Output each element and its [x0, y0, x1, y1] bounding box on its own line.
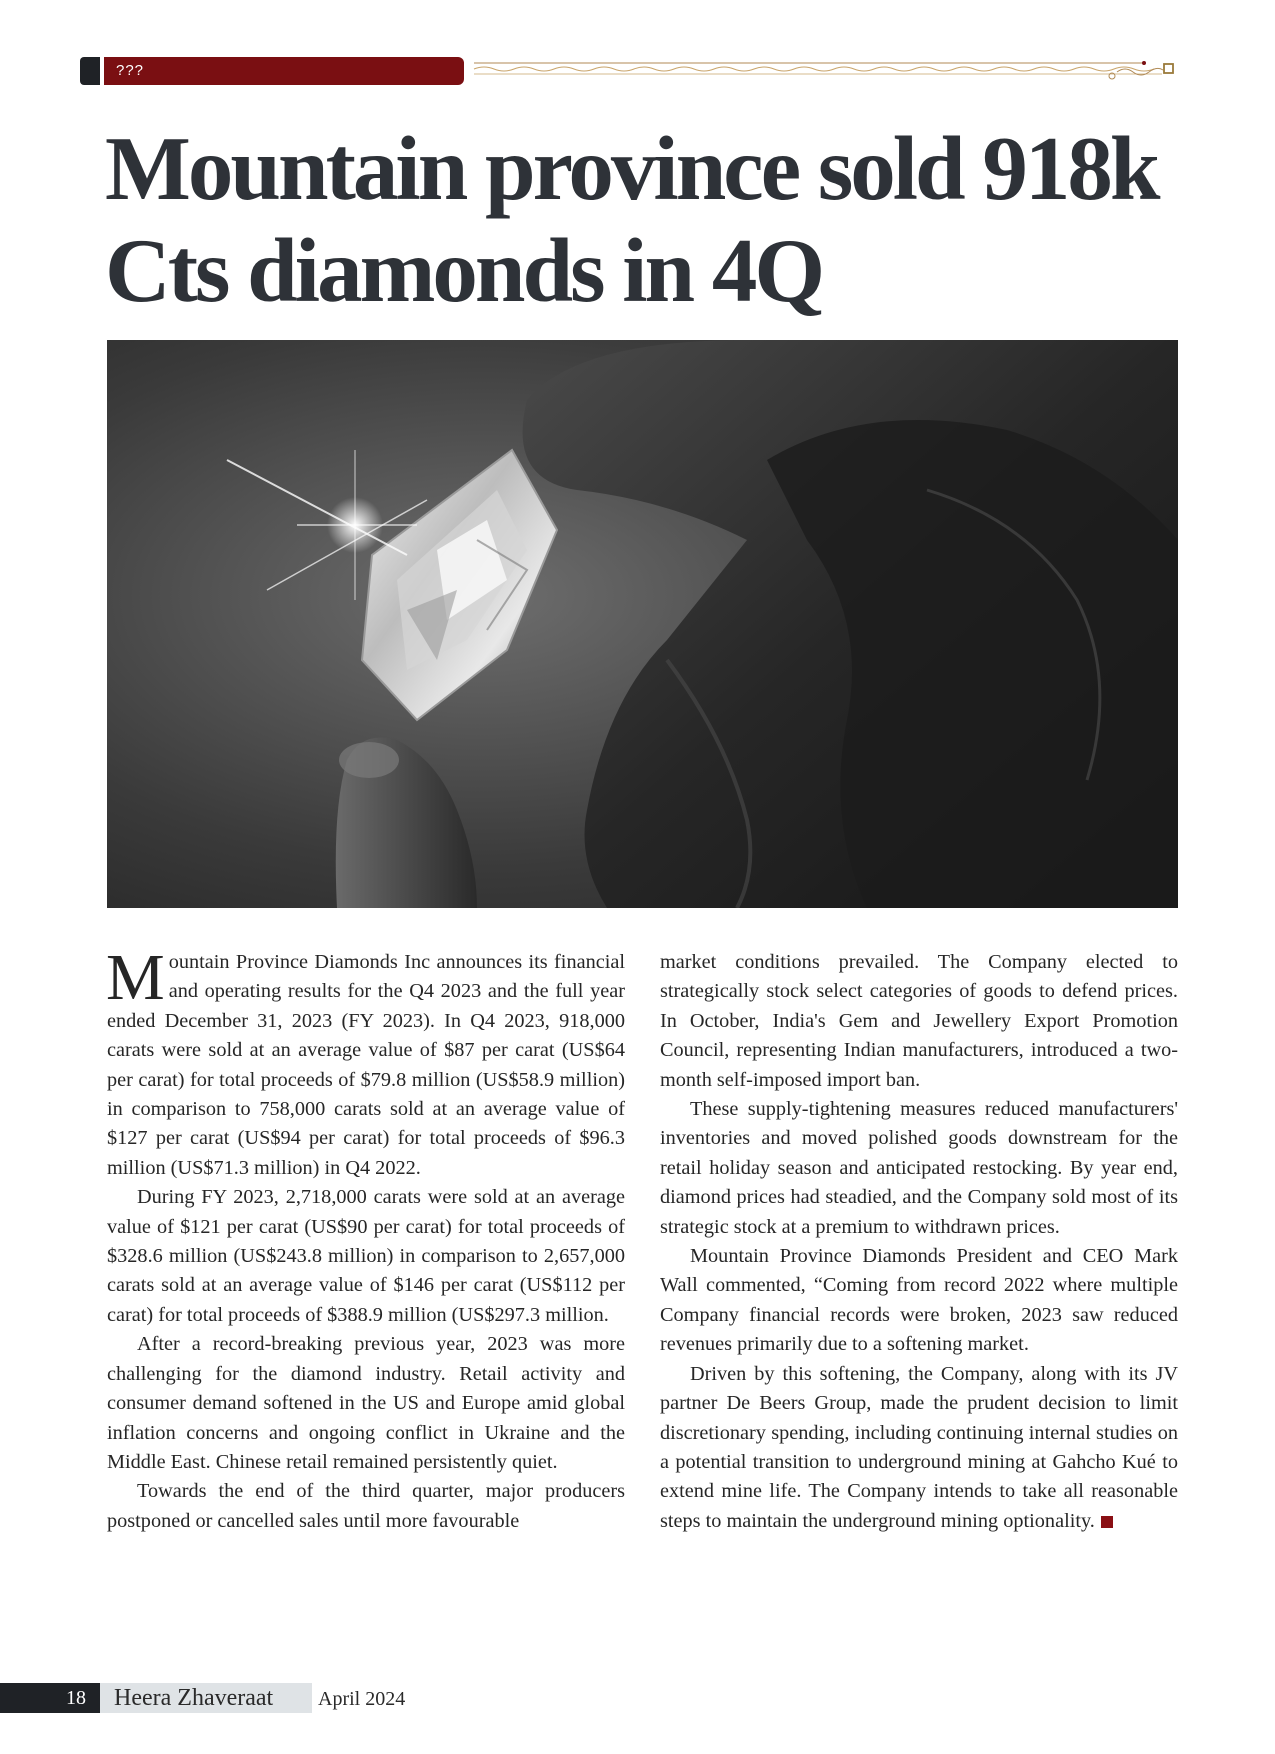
end-of-article-mark: [1101, 1516, 1113, 1528]
article-column-right: [660, 948, 1178, 1536]
diamond-photo-illustration: [107, 340, 1178, 908]
section-tag: [104, 57, 464, 85]
paragraph-3: After a record-breaking previous year, 2023 was more challenging for the diamond industry. Retail activity and consumer demand softened in the US and Europe amid global inflation concerns and ongoing conflict in Ukraine and the Middle East. Chinese retail remained persistently quiet.: [107, 1333, 625, 1473]
paragraph-1-text: ountain Province Diamonds Inc announces its financial and operating results for the Q4 2023 and the full year ended December 31, 2023 (FY 2023). In Q4 2023, 918,000 carats were sold at an average value of $87 per carat (US$64 per carat) for total proceeds of $79.8 million (US$58.9 million) in comparison to 758,000 carats sold at an average value of $127 per carat (US$94 per carat) for total proceeds of $96.3 million (US$71.3 million) in Q4 2022.: [107, 951, 625, 1179]
publication-name: Heera Zhaveraat: [114, 1685, 274, 1711]
ribbon-cap: [80, 57, 100, 85]
section-label: ???: [116, 62, 145, 79]
page-number: 18: [66, 1687, 86, 1709]
paragraph-4: Towards the end of the third quarter, major producers postponed or cancelled sales until more favourable: [107, 1480, 625, 1532]
ornament-divider: [472, 55, 1180, 87]
paragraph-8-text: Driven by this softening, the Company, along with its JV partner De Beers Group, made the prudent decision to limit discretionary spending, including continuing internal studies on a potential transition to underground mining at Gahcho Kué to extend mine life. The Company intends to take all reasonable steps to maintain the underground mining optionality.: [660, 1362, 1178, 1532]
paragraph-6: These supply-tightening measures reduced manufacturers' inventories and moved polished goods downstream for the retail holiday season and anticipated restocking. By year end, diamond prices had steadied, and the Company sold most of its strategic stock at a premium to withdrawn prices.: [660, 1098, 1178, 1238]
article-title: Mountain province sold 918k Cts diamonds in 4Q: [105, 118, 1158, 321]
paragraph-8: [660, 1360, 1178, 1536]
article-column-left: [106, 941, 625, 1536]
section-ribbon: [80, 55, 1180, 87]
issue-date: April 2024: [318, 1688, 406, 1710]
paragraph-1: [106, 941, 625, 1183]
hero-photo: [107, 340, 1178, 908]
paragraph-2: During FY 2023, 2,718,000 carats were sold at an average value of $121 per carat (US$90 per carat) for total proceeds of $328.6 million (US$243.8 million) in comparison to 2,657,000 carats sold at an average value of $146 per carat (US$112 per carat) for total proceeds of $388.9 million (US$297.3 million.: [107, 1186, 625, 1326]
paragraph-5: market conditions prevailed. The Company elected to strategically stock select categories of goods to defend prices. In October, India's Gem and Jewellery Export Promotion Council, representing Indian manufacturers, introduced a two-month self-imposed import ban.: [660, 951, 1178, 1091]
page-footer: [0, 1683, 600, 1713]
paragraph-7: Mountain Province Diamonds President and CEO Mark Wall commented, “Coming from record 2022 where multiple Company financial records were broken, 2023 saw reduced revenues primarily due to a softening market.: [660, 1245, 1178, 1356]
drop-cap: M: [106, 941, 165, 1014]
